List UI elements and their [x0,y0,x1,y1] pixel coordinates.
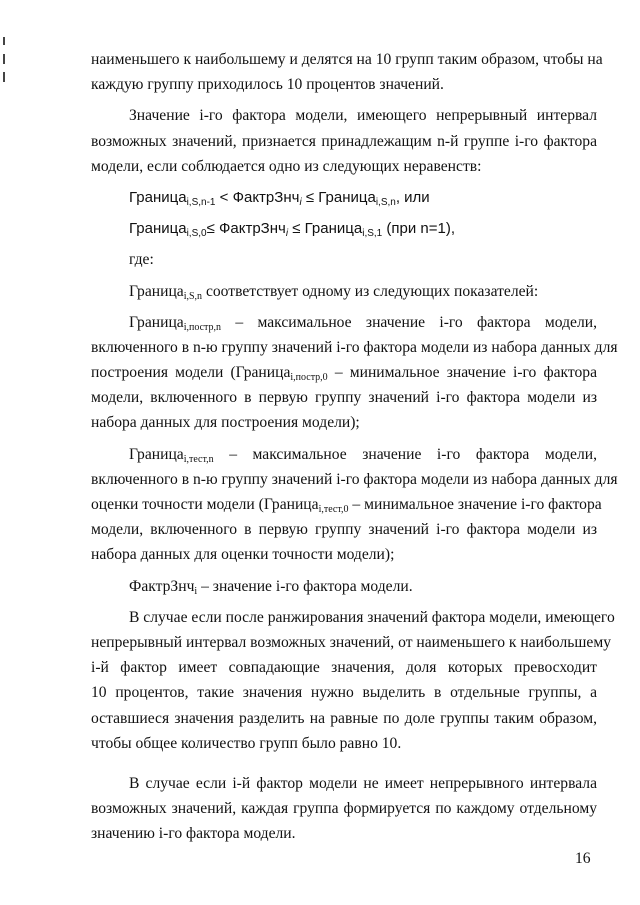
text-line: включенного в n-ю группу значений i-го фактора модели из набора данных для [91,470,618,488]
text-line: В случае если после ранжирования значений фактора модели, имеющего [129,608,615,626]
scan-edge-mark-3 [3,72,5,82]
subscript: i [299,196,302,208]
scan-edge-mark-2 [3,54,5,64]
subscript: i,S,n [183,290,203,302]
text-line: 10 процентов, такие значения нужно выделить в отдельные группы, а [91,684,597,702]
text-line: наименьшего к наибольшему и делятся на 10 групп таким образом, чтобы на [91,51,603,68]
term-granitsa: Граница [304,220,363,238]
formula-tail: , или [395,188,430,206]
text-line: чтобы общее количество групп было равно 10. [91,734,402,752]
text-line [91,574,597,599]
subscript: i,тест,0 [318,504,349,515]
term-granitsa: Граница [129,445,184,463]
inequality-2 [91,216,597,241]
inequality-1 [91,185,597,210]
text-fragment: – значение i-го фактора модели. [201,577,413,595]
text-line [91,279,597,304]
text-line: набора данных для построения модели); [91,414,360,432]
text-line: непрерывный интервал возможных значений, от наименьшего к наибольшему [91,633,611,651]
text-line [91,360,597,385]
text-line: модели, включенного в первую группу значений i-го фактора модели из [91,389,597,407]
text-line: i-й фактор имеет совпадающие значения, доля которых превосходит [91,659,597,677]
scan-edge-mark-1 [3,37,5,45]
subscript: i,постр,n [183,321,222,333]
text-line: каждую группу приходилось 10 процентов значений. [91,76,444,94]
text-line: модели, если соблюдается одно из следующих неравенств: [91,157,482,175]
subscript: i,тест,n [183,453,214,465]
text-line: Значение i-го фактора модели, имеющего непрерывный интервал [129,107,597,125]
subscript: i,постр,0 [290,372,328,384]
text-line: возможных значений, каждая группа формируется по каждому отдельному [91,800,597,818]
less-equal-sign: ≤ [206,220,215,238]
text-line: значению i-го фактора модели. [91,825,296,843]
text-fragment: – максимальное значение i-го фактора модели, [235,313,597,331]
term-faktr: ФактрЗнч [232,188,300,206]
text-line: набора данных для оценки точности модели); [91,546,395,564]
text-line [91,492,602,517]
page-number: 16 [575,850,591,867]
text-line: включенного в n-ю группу значений i-го фактора модели из набора данных для [91,338,618,356]
text-line [91,310,597,335]
text-fragment: построения модели (Граница [91,364,291,382]
subscript: i [285,228,289,240]
text-line: В случае если i-й фактор модели не имеет непрерывного интервала [129,774,597,792]
text-fragment: оценки точности модели (Граница [91,496,319,513]
less-equal-sign: ≤ [292,220,301,238]
term-granitsa: Граница [129,220,187,238]
term-granitsa: Граница [129,313,184,331]
text-line [91,442,597,467]
text-fragment: – минимальное значение i-го фактора [334,364,597,382]
subscript: i,S,n [375,196,396,208]
subscript: i,S,0 [186,228,207,240]
subscript: i [194,585,198,597]
term-faktr: ФактрЗнч [129,577,195,595]
formula-tail: (при n=1), [386,220,456,238]
text-line: оставшиеся значения разделить на равные по доле группы таким образом, [91,709,597,727]
subscript: i,S,n-1 [186,196,216,208]
term-faktr: ФактрЗнч [218,220,286,238]
text-line: где: [129,251,154,269]
text-line: возможных значений, признается принадлежащим n-й группе i-го фактора [91,132,597,150]
text-line: модели, включенного в первую группу значений i-го фактора модели из [91,521,597,539]
term-granitsa: Граница [129,188,187,206]
less-than-sign: < [219,188,229,206]
less-equal-sign: ≤ [305,188,315,206]
text-fragment: соответствует одному из следующих показателей: [205,282,539,300]
text-fragment: – минимальное значение i-го фактора [352,496,602,513]
term-granitsa: Граница [129,282,184,300]
subscript: i,S,1 [362,228,383,240]
document-body [91,47,618,846]
text-fragment: – максимальное значение i-го фактора модели, [229,445,597,463]
term-granitsa: Граница [318,188,376,206]
